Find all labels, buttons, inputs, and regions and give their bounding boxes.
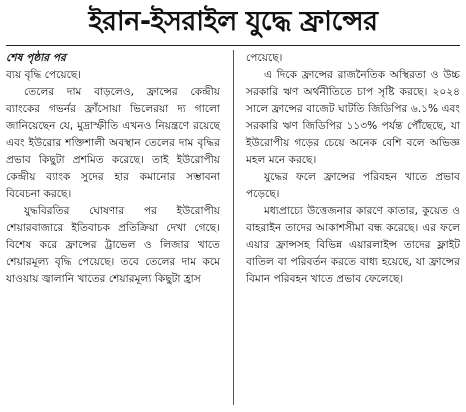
article-paragraph: ব্যয় বৃদ্ধি পেয়েছে। xyxy=(6,69,82,81)
article-paragraph: পেয়েছে। xyxy=(246,52,283,64)
column-divider xyxy=(233,50,234,405)
article-column-left xyxy=(6,50,220,288)
continued-from-label: শেষ পৃষ্ঠার পর xyxy=(6,52,66,64)
headline: ইরান-ইসরাইল যুদ্ধে ফ্রান্সের xyxy=(88,6,378,37)
article-paragraph: যুদ্ধবিরতির ঘোষণার পর ইউরোপীয় শেয়ারবাজারে ইতিবাচক প্রতিক্রিয়া দেখা গেছে। বিশেষ করে ফ্রান্সের ট্রাভেল ও লিজার খাতে শেয়ারমূল্য বৃদ্ধি পেয়েছে। তবে তেলের দাম কমে যাওয়ায় জ্বালানি খাতের শেয়ারমূল্য কিছুটা হ্রাস xyxy=(6,205,220,285)
article-paragraph: তেলের দাম বাড়লেও, ফ্রান্সের কেন্দ্রীয় ব্যাংকের গভর্নর ফ্রাঁসোয়া ভিলেরয়া দ্য গালো জানিয়েছেন যে, মুদ্রাস্ফীতি এখনও নিয়ন্ত্রণে রয়েছে এবং ইউরোর শক্তিশালী অবস্থান তেলের দাম বৃদ্ধির প্রভাব কিছুটা প্রশমিত করেছে। তাই ইউরোপীয় কেন্দ্রীয় ব্যাংক সুদের হার কমানোর সম্ভাবনা বিবেচনা করছে। xyxy=(6,86,220,200)
article-paragraph: যুদ্ধের ফলে ফ্রান্সের পরিবহন খাতে প্রভাব পড়েছে। xyxy=(246,171,460,200)
article-paragraph: এ দিকে ফ্রান্সের রাজনৈতিক অস্থিরতা ও উচ্চ সরকারি ঋণ অর্থনীতিতে চাপ সৃষ্টি করছে। ২০২৪ সালে ফ্রান্সের বাজেট ঘাটতি জিডিপির ৬.১% এবং সরকারি ঋণ জিডিপির ১১৩% পর্যন্ত পৌঁছেছে, যা ইউরোপীয় গড়ের চেয়ে অনেক বেশি বলে অভিজ্ঞ মহল মনে করছে। xyxy=(246,69,460,166)
article-paragraph: মধ্যপ্রাচ্যে উত্তেজনার কারণে কাতার, কুয়েত ও বাহরাইন তাদের আকাশসীমা বন্ধ করেছে। এর ফলে এয়ার ফ্রান্সসহ বিভিন্ন এয়ারলাইন্স তাদের ফ্লাইট বাতিল বা পরিবর্তন করতে বাধ্য হয়েছে, যা ফ্রান্সের বিমান পরিবহন খাতে প্রভাব ফেলেছে। xyxy=(246,205,460,285)
headline-rule xyxy=(6,45,460,46)
article-column-right xyxy=(246,50,460,288)
